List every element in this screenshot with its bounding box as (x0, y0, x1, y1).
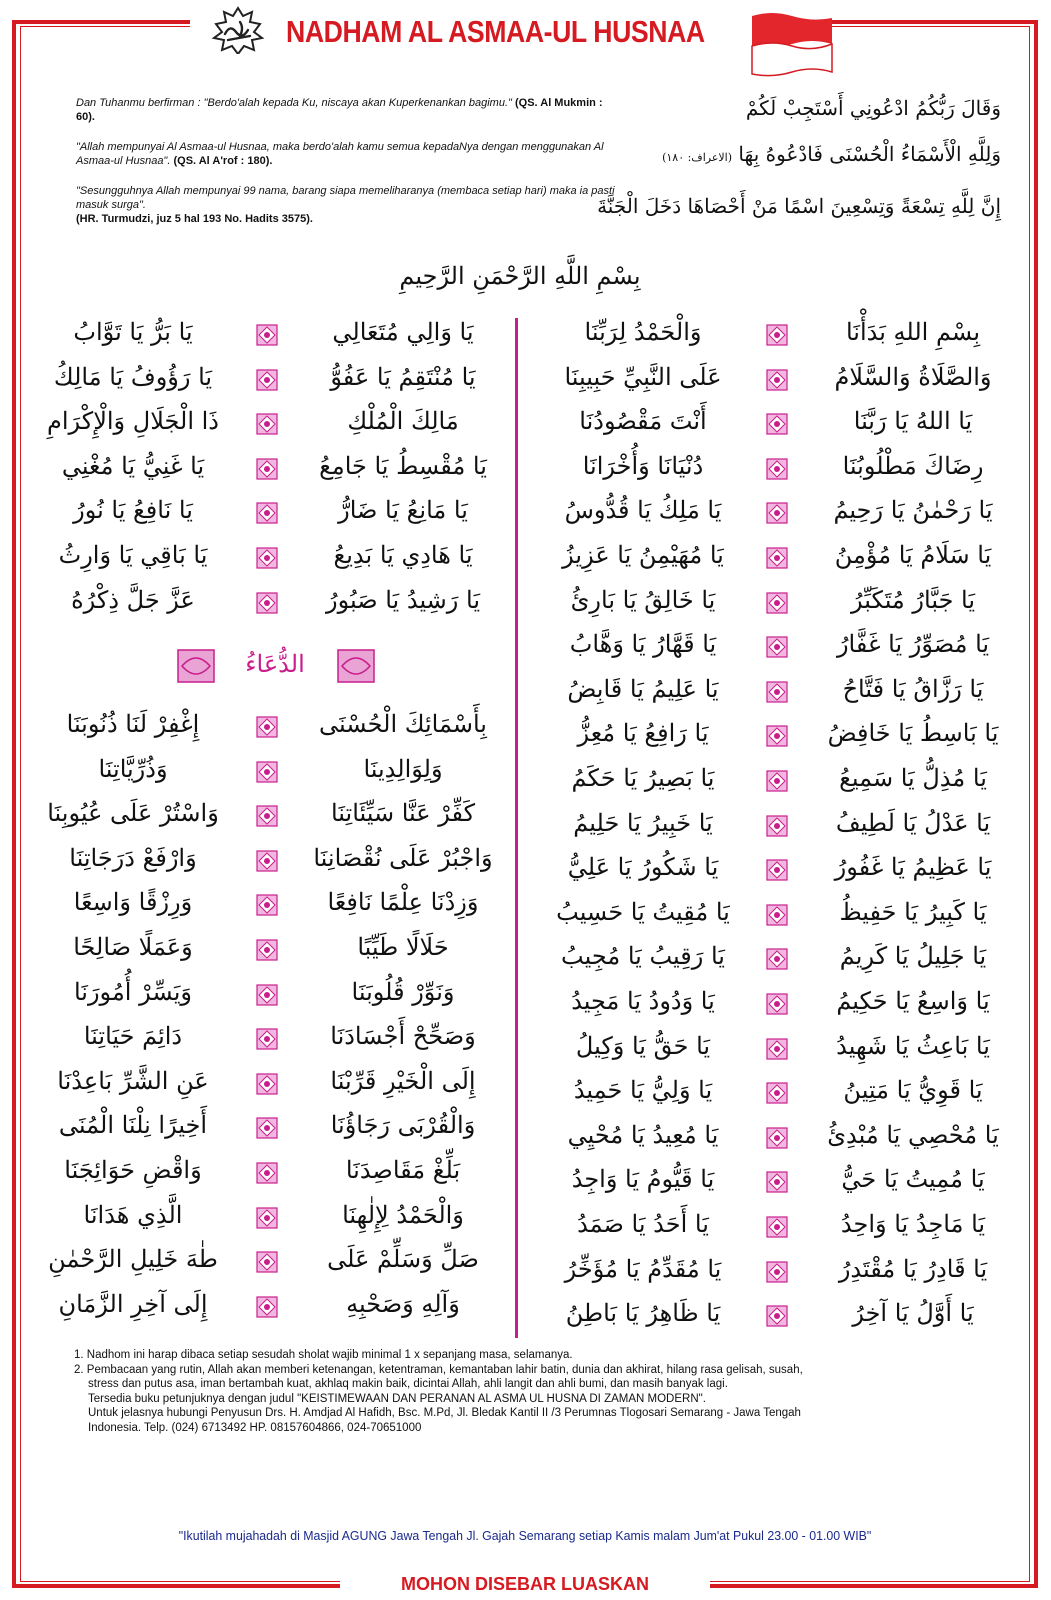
verse-ornament-icon (766, 1171, 788, 1193)
verse-ornament-icon (766, 770, 788, 792)
verse-row (18, 710, 518, 754)
note-line: 2. Pembacaan yang rutin, Allah akan memberi ketenangan, ketentraman, kemantaban lahir batin, dunia dan akhirat, hilang rasa gelisah, susah, (74, 1363, 803, 1376)
verse-ornament-icon (256, 805, 278, 827)
footer-quote: "Ikutilah mujahadah di Masjid AGUNG Jawa Tengah Jl. Gajah Semarang setiap Kamis malam Jum'at Pukul 23.00 - 01.00 WIB" (178, 1528, 872, 1543)
verse-ornament-icon (256, 850, 278, 872)
verse-second-half: يَا قَيُّومُ يَا وَاجِدُ (571, 1165, 715, 1194)
verse-first-half: يَا أَوَّلُ يَا آخِرُ (852, 1299, 974, 1328)
verse-row (18, 844, 518, 888)
verse-second-half: الَّذِي هَدَانَا (83, 1200, 183, 1229)
verse-ornament-icon (256, 547, 278, 569)
verse-row (18, 1156, 518, 1200)
verse-row (528, 541, 1028, 585)
verse-ornament-icon (766, 458, 788, 480)
verse-second-half: وَالْحَمْدُ لِرَبِّنَا (584, 318, 702, 346)
verse-row (528, 630, 1028, 674)
verse-first-half: يَا وَالِي مُتَعَالِي (332, 318, 474, 346)
verse-first-half: مَالِكَ الْمُلْكِ (347, 407, 459, 436)
verse-ornament-icon (766, 1127, 788, 1149)
verse-second-half: يَا أَحَدُ يَا صَمَدُ (577, 1210, 709, 1238)
verse-first-half: بِسْمِ اللهِ بَدَأْنَا (845, 318, 981, 346)
verse-second-half: يَا رَؤُوفُ يَا مَالِكُ (53, 362, 213, 391)
page-title: NADHAM AL ASMAA-UL HUSNAA (286, 14, 705, 49)
verse-second-half: عَلَى النَّبِيِّ حَبِيبِنَا (564, 362, 722, 391)
verse-second-half: ذَا الْجَلَالِ وَالْإِكْرَامِ (47, 407, 219, 436)
verse-row (528, 719, 1028, 763)
verse-second-half: يَا وَدُودُ يَا مَجِيدُ (571, 987, 715, 1015)
verse-ornament-icon (256, 1251, 278, 1273)
verse-ornament-icon (766, 324, 788, 346)
verse-first-half: يَا جَبَّارُ مُتَكَبِّرُ (850, 585, 976, 614)
verse-first-half: وَآلِهِ وَصَحْبِهِ (346, 1289, 460, 1318)
verse-second-half: وَذُرِّيَّاتِنَا (98, 754, 168, 783)
verse-row (18, 755, 518, 799)
verse-row (528, 809, 1028, 853)
verse-first-half: صَلِّ وَسَلِّمْ عَلَى (327, 1245, 479, 1274)
verse-second-half: يَا بَاقِي يَا وَارِثُ (58, 541, 208, 569)
verse-ornament-icon (766, 1261, 788, 1283)
verse-ornament-icon (766, 592, 788, 614)
verse-second-half: يَا قَهَّارُ يَا وَهَّابُ (569, 630, 717, 659)
verse-row (528, 452, 1028, 496)
verse-row (528, 363, 1028, 407)
note-line: Untuk jelasnya hubungi Penyusun Drs. H. Amdjad Al Hafidh, Bsc. M.Pd, Jl. Bledak Kantil II /3 Perumnas Tlogosari Semarang - Jawa Tengah (88, 1407, 801, 1419)
verse-row (528, 318, 1028, 362)
verse-ornament-icon (766, 681, 788, 703)
quote-3-indonesian: "Sesungguhnya Allah mempunyai 99 nama, barang siapa memeliharanya (membaca setiap hari) maka ia pasti masuk surga". (HR. Turmudzi, juz 5 hal 193 No. Hadits 3575). (76, 185, 615, 225)
verse-first-half: بِأَسْمَائِكَ الْحُسْنَى (319, 710, 487, 738)
verse-first-half: يَا مُمِيتُ يَا حَيُّ (841, 1165, 985, 1194)
verse-second-half: وَارْفَعْ دَرَجَاتِنَا (69, 843, 197, 872)
verse-row (528, 942, 1028, 986)
verse-row (528, 853, 1028, 897)
verse-second-half: يَا ظَاهِرُ يَا بَاطِنُ (565, 1299, 721, 1328)
verse-first-half: يَا عَدْلُ يَا لَطِيفُ (835, 808, 991, 837)
verse-second-half: إِغْفِرْ لَنَا ذُنُوبَنَا (66, 710, 200, 738)
verse-second-half: وَاقْضِ حَوَائِجَنَا (64, 1156, 202, 1184)
verse-first-half: يَا اللهُ يَا رَبَّنَا (853, 407, 973, 436)
verse-row (528, 898, 1028, 942)
verse-row (18, 799, 518, 843)
verse-first-half: يَا مُنْتَقِمُ يَا عَفُوُّ (330, 362, 476, 391)
quote-3-arabic: إِنَّ لِلَّهِ تِسْعَةً وَتِسْعِينَ اسْمًا مَنْ أَحْصَاهَا دَخَلَ الْجَنَّةَ (597, 194, 1001, 218)
verse-second-half: أَنْتَ مَقْصُودُنَا (579, 407, 707, 436)
verse-row (528, 1255, 1028, 1299)
verse-ornament-icon (766, 413, 788, 435)
verse-second-half: يَا حَقُّ يَا وَكِيلُ (575, 1031, 711, 1060)
verse-row (18, 541, 518, 585)
verse-ornament-icon (766, 1082, 788, 1104)
verse-second-half: وَيَسِّرْ أُمُورَنَا (73, 977, 193, 1006)
verse-first-half: إِلَى الْخَيْرِ قَرِّبْنَا (330, 1066, 476, 1095)
verse-ornament-icon (256, 413, 278, 435)
verse-ornament-icon (256, 369, 278, 391)
verse-first-half: يَا قَادِرُ يَا مُقْتَدِرُ (838, 1254, 988, 1283)
verse-ornament-icon (766, 993, 788, 1015)
asmaul-husna-logo-icon (210, 6, 266, 54)
verse-first-half: بَلِّغْ مَقَاصِدَنَا (345, 1156, 461, 1184)
quote-2-arabic: وَلِلَّهِ الْأَسْمَاءُ الْحُسْنَى فَادْعُوهُ بِهَا (الاعراف: ١٨٠) (662, 142, 1001, 166)
verse-ornament-icon (256, 894, 278, 916)
verse-first-half: يَا رَحْمٰنُ يَا رَحِيمُ (833, 496, 993, 525)
verse-first-half: رِضَاكَ مَطْلُوبُنَا (842, 451, 984, 480)
verse-first-half: يَا رَشِيدُ يَا صَبُورُ (325, 585, 481, 614)
verse-ornament-icon (256, 502, 278, 524)
verse-second-half: يَا رَقِيبُ يَا مُجِيبُ (561, 942, 725, 971)
note-line: stress dan putus asa, iman bertambah kuat, akhlaq makin baik, dicintai Allah, ahli langit dan ahli bumi, dan masih banyak lagi. (88, 1378, 728, 1390)
verse-row (18, 1290, 518, 1334)
verse-row (528, 496, 1028, 540)
verse-second-half: يَا مُقِيتُ يَا حَسِيبُ (556, 897, 730, 926)
verse-second-half: وَرِزْقًا وَاسِعًا (73, 888, 193, 917)
verse-row (528, 1165, 1028, 1209)
verse-ornament-icon (256, 939, 278, 961)
basmala: بِسْمِ اللَّهِ الرَّحْمَنِ الرَّحِيمِ (399, 262, 641, 290)
verse-first-half: يَا عَظِيمُ يَا غَفُورُ (834, 853, 992, 882)
verse-row (18, 978, 518, 1022)
verse-ornament-icon (766, 547, 788, 569)
verse-ornament-icon (766, 1216, 788, 1238)
verse-second-half: يَا شَكُورُ يَا عَلِيُّ (567, 853, 719, 882)
verse-row (18, 1067, 518, 1111)
verse-row (18, 586, 518, 630)
verse-first-half: يَا مُذِلُّ يَا سَمِيعُ (839, 764, 987, 792)
verse-second-half: يَا نَافِعُ يَا نُورُ (73, 496, 193, 525)
verse-row (528, 1076, 1028, 1120)
verse-first-half: يَا مُحْصِي يَا مُبْدِئُ (827, 1120, 999, 1149)
verse-ornament-icon (256, 761, 278, 783)
verse-second-half: يَا مَلِكُ يَا قُدُّوسُ (564, 496, 722, 525)
verse-second-half: طٰهَ خَلِيلِ الرَّحْمٰنِ (48, 1245, 218, 1274)
verse-first-half: يَا بَاسِطُ يَا خَافِضُ (827, 719, 999, 748)
verse-second-half: وَاسْتُرْ عَلَى عُيُوبِنَا (47, 799, 219, 828)
notes-section (74, 1348, 974, 1435)
verse-first-half: يَا مَاجِدُ يَا وَاحِدُ (840, 1210, 986, 1238)
verse-row (528, 987, 1028, 1031)
verse-first-half: وَاجْبُرْ عَلَى نُقْصَانِنَا (313, 843, 493, 872)
verse-first-half: وَالْقُرْبَى رَجَاؤُنَا (330, 1111, 476, 1140)
verse-first-half: يَا مُصَوِّرُ يَا غَفَّارُ (836, 630, 990, 659)
verse-ornament-icon (256, 1207, 278, 1229)
verse-second-half: يَا خَالِقُ يَا بَارِئُ (570, 585, 716, 614)
verse-first-half: وَنَوِّرْ قُلُوبَنَا (351, 977, 455, 1006)
verse-ornament-icon (256, 1028, 278, 1050)
verse-ornament-icon (256, 1117, 278, 1139)
verse-first-half: وَالصَّلَاةُ وَالسَّلَامُ (834, 362, 992, 391)
verse-first-half: يَا مَانِعُ يَا ضَارُّ (338, 496, 468, 525)
verse-first-half: يَا كَبِيرُ يَا حَفِيظُ (839, 897, 987, 926)
verse-second-half: يَا رَافِعُ يَا مُعِزُّ (577, 719, 709, 748)
note-line: Tersedia buku petunjuknya dengan judul "KEISTIMEWAAN DAN PERANAN AL ASMA UL HUSNA DI ZAMAN MODERN". (88, 1392, 706, 1405)
verse-first-half: يَا قَوِيُّ يَا مَتِينُ (843, 1076, 983, 1105)
verse-first-half: وَلِوَالِدِينَا (363, 754, 443, 783)
verse-second-half: يَا بَصِيرُ يَا حَكَمُ (571, 764, 715, 792)
note-line: 1. Nadhom ini harap dibaca setiap sesudah sholat wajib minimal 1 x sepanjang masa, selamanya. (74, 1349, 573, 1361)
verse-row (528, 586, 1028, 630)
quote-2-indonesian: "Allah mempunyai Al Asmaa-ul Husnaa, maka berdo'alah kamu semua kepadaNya dengan menggunakan Al Asmaa-ul Husnaa". (QS. Al A'rof : 180). (76, 141, 604, 167)
verse-row (18, 1201, 518, 1245)
verse-row (18, 452, 518, 496)
verse-ornament-icon (766, 1305, 788, 1327)
verse-second-half: وَعَمَلًا صَالِحًا (73, 933, 193, 961)
indonesia-flag-icon (748, 8, 836, 80)
quote-1-indonesian: Dan Tuhanmu berfirman : "Berdo'alah kepada Ku, niscaya akan Kuperkenankan bagimu." (QS. Al Mukmin : 60). (76, 97, 603, 123)
verse-ornament-icon (766, 725, 788, 747)
verse-first-half: يَا وَاسِعُ يَا حَكِيمُ (836, 987, 990, 1015)
verse-ornament-icon (766, 815, 788, 837)
verse-ornament-icon (766, 1038, 788, 1060)
verse-first-half: وَالْحَمْدُ لِإِلٰهِنَا (342, 1200, 464, 1229)
verse-ornament-icon (256, 1296, 278, 1318)
quote-1-arabic: وَقَالَ رَبُّكُمُ ادْعُونِي أَسْتَجِبْ لَكُمْ (745, 96, 1001, 120)
verse-ornament-icon (256, 458, 278, 480)
verse-first-half: كَفِّرْ عَنَّا سَيِّئَاتِنَا (330, 799, 476, 828)
verse-row (528, 764, 1028, 808)
doa-heading: الدُّعَاءُ (245, 650, 305, 678)
verse-first-half: وَصَحِّحْ أَجْسَادَنَا (330, 1022, 476, 1051)
verse-row (18, 888, 518, 932)
verse-second-half: يَا مُعِيدُ يَا مُحْيِي (567, 1120, 719, 1149)
verse-second-half: يَا غَنِيُّ يَا مُغْنِي (61, 451, 205, 480)
verse-first-half: يَا جَلِيلُ يَا كَرِيمُ (839, 942, 987, 971)
verse-first-half: يَا رَزَّاقُ يَا فَتَّاحُ (842, 674, 984, 703)
verse-first-half: يَا بَاعِثُ يَا شَهِيدُ (836, 1031, 990, 1060)
verse-first-half: يَا هَادِي يَا بَدِيعُ (333, 541, 473, 569)
verse-row (18, 1022, 518, 1066)
verse-row (18, 1111, 518, 1155)
verse-row (528, 1299, 1028, 1343)
verse-row (18, 318, 518, 362)
verse-row (528, 1032, 1028, 1076)
verse-row (528, 1210, 1028, 1254)
verse-ornament-icon (256, 592, 278, 614)
verse-second-half: يَا بَرُّ يَا تَوَّابُ (73, 318, 193, 346)
verse-first-half: يَا مُقْسِطُ يَا جَامِعُ (319, 451, 487, 480)
verse-row (528, 675, 1028, 719)
verse-second-half: يَا خَبِيرُ يَا حَلِيمُ (573, 808, 713, 837)
verse-ornament-icon (256, 984, 278, 1006)
verse-ornament-icon (766, 859, 788, 881)
verse-second-half: يَا مُهَيْمِنُ يَا عَزِيزُ (562, 541, 724, 569)
verse-row (18, 407, 518, 451)
verse-row (18, 496, 518, 540)
verse-ornament-icon (256, 1073, 278, 1095)
verse-row (18, 363, 518, 407)
note-line: Indonesia. Telp. (024) 6713492 HP. 08157604866, 024-70651000 (88, 1421, 422, 1434)
verse-second-half: أَخِيرًا نِلْنَا الْمُنَى (58, 1111, 208, 1140)
verse-ornament-icon (766, 948, 788, 970)
verse-second-half: يَا وَلِيُّ يَا حَمِيدُ (573, 1076, 713, 1105)
footer-cta: MOHON DISEBAR LUASKAN (400, 1574, 649, 1594)
verse-row (18, 1245, 518, 1289)
verse-ornament-icon (766, 904, 788, 926)
verse-second-half: عَزَّ جَلَّ ذِكْرُهُ (71, 585, 195, 614)
verse-ornament-icon (256, 716, 278, 738)
verse-second-half: دُنْيَانَا وَأُخْرَانَا (582, 451, 704, 480)
verse-second-half: يَا عَلِيمُ يَا قَابِضُ (567, 674, 719, 703)
verse-ornament-icon (256, 1162, 278, 1184)
verse-second-half: يَا مُقَدِّمُ يَا مُؤَخِّرُ (564, 1254, 722, 1283)
verse-second-half: دَائِمَ حَيَاتِنَا (83, 1022, 183, 1051)
verse-row (528, 1121, 1028, 1165)
verse-ornament-icon (766, 636, 788, 658)
verse-ornament-icon (256, 324, 278, 346)
verse-first-half: حَلَالًا طَيِّبًا (357, 933, 449, 961)
verse-ornament-icon (766, 502, 788, 524)
verse-first-half: وَزِدْنَا عِلْمًا نَافِعًا (327, 888, 479, 917)
verse-second-half: إِلَى آخِرِ الزَّمَانِ (58, 1289, 208, 1318)
verse-row (18, 933, 518, 977)
verse-first-half: يَا سَلَامُ يَا مُؤْمِنُ (834, 541, 992, 569)
verse-ornament-icon (766, 369, 788, 391)
verse-second-half: عَنِ الشَّرِّ بَاعِدْنَا (57, 1066, 209, 1095)
verse-row (528, 407, 1028, 451)
